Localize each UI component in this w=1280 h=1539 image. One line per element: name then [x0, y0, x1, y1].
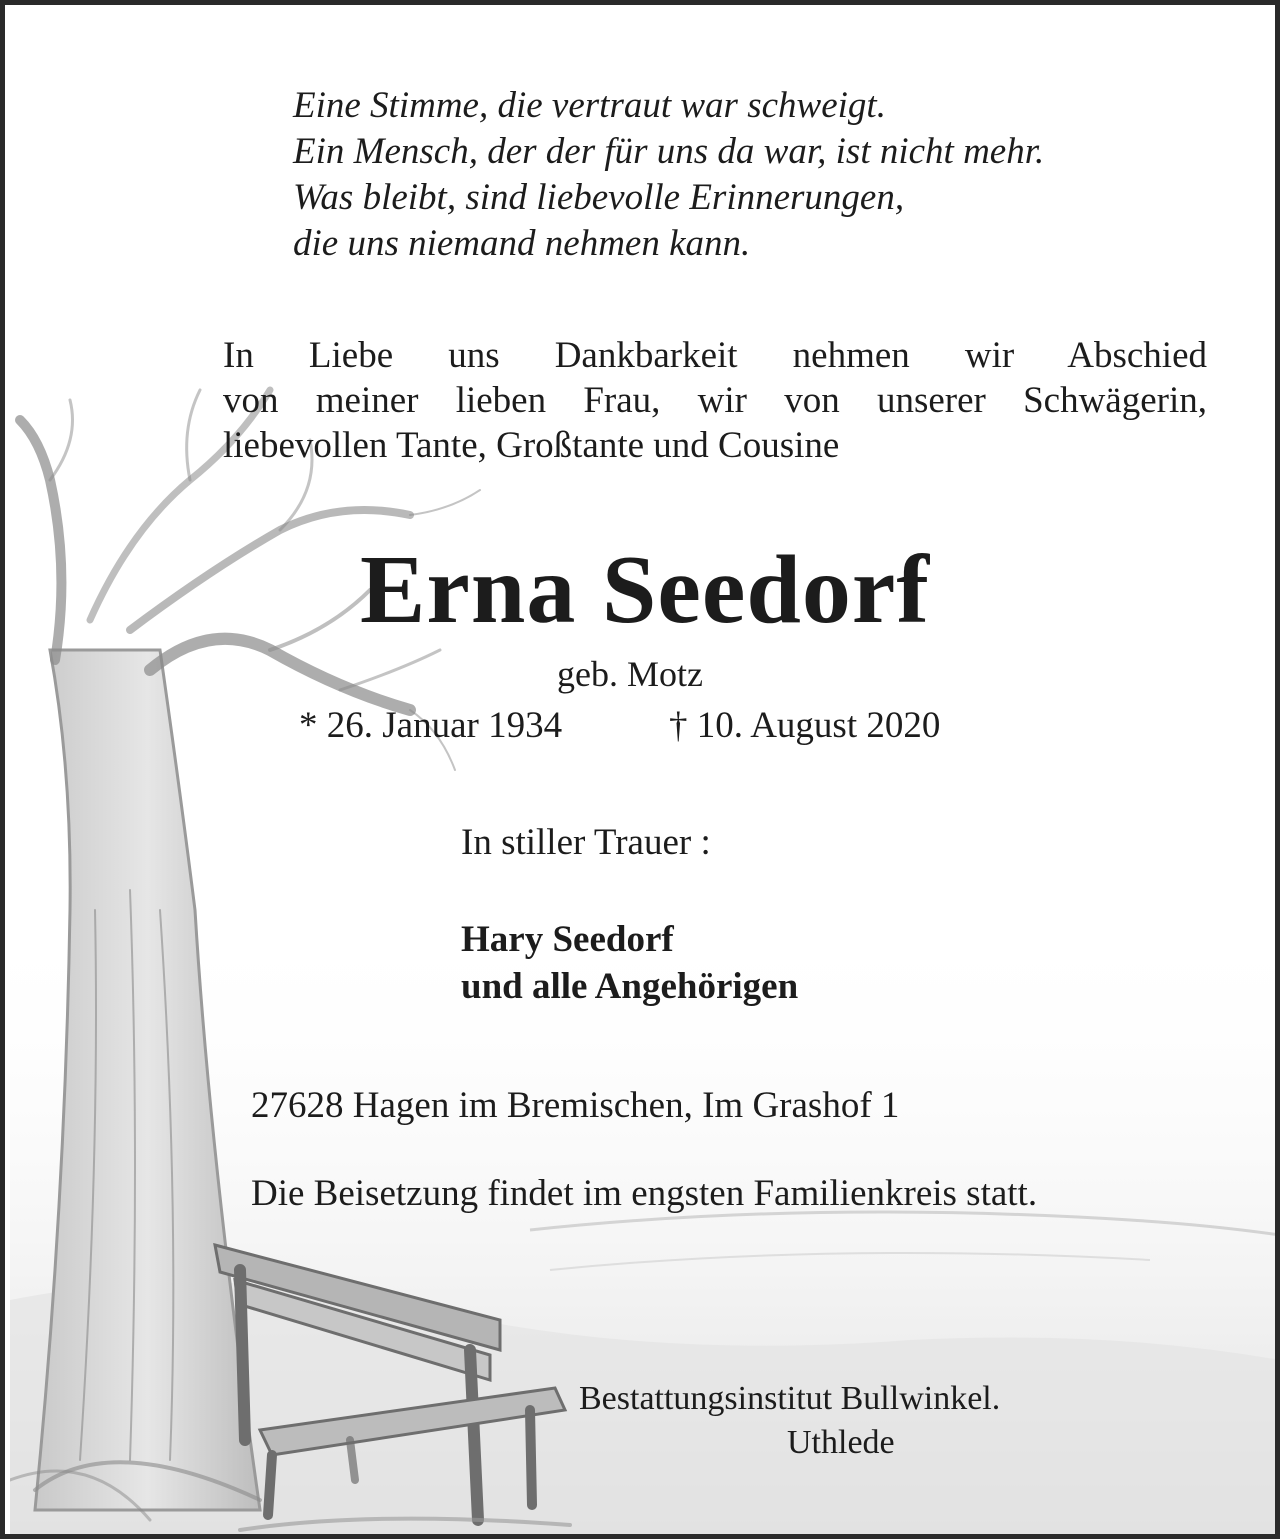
address: 27628 Hagen im Bremischen, Im Grashof 1: [251, 1085, 900, 1126]
poem-line: Eine Stimme, die vertraut war schweigt.: [293, 85, 886, 126]
intro-line: von meiner lieben Frau, wir von unserer Schwägerin,: [223, 380, 1207, 421]
intro-text: [223, 333, 1207, 468]
undertaker-town: Uthlede: [787, 1424, 895, 1461]
poem: [293, 83, 1044, 267]
death-date: † 10. August 2020: [669, 705, 941, 746]
intro-line: liebevollen Tante, Großtante und Cousine: [223, 425, 840, 466]
mourning-heading: In stiller Trauer :: [461, 822, 711, 863]
deceased-name: Erna Seedorf: [360, 536, 930, 644]
mourner-name: Hary Seedorf: [461, 919, 674, 960]
poem-line: Ein Mensch, der der für uns da war, ist nicht mehr.: [293, 131, 1045, 172]
poem-line: die uns niemand nehmen kann.: [293, 223, 751, 264]
birth-date: * 26. Januar 1934: [299, 705, 563, 746]
poem-line: Was bleibt, sind liebevolle Erinnerungen,: [293, 177, 905, 218]
birth-name: geb. Motz: [557, 654, 703, 694]
undertaker-name: Bestattungsinstitut Bullwinkel.: [579, 1380, 1001, 1417]
intro-line: In Liebe uns Dankbarkeit nehmen wir Abschied: [223, 335, 1207, 376]
mourner-name: und alle Angehörigen: [461, 966, 799, 1007]
mourners-list: [461, 916, 798, 1010]
burial-note: Die Beisetzung findet im engsten Familienkreis statt.: [251, 1173, 1038, 1214]
